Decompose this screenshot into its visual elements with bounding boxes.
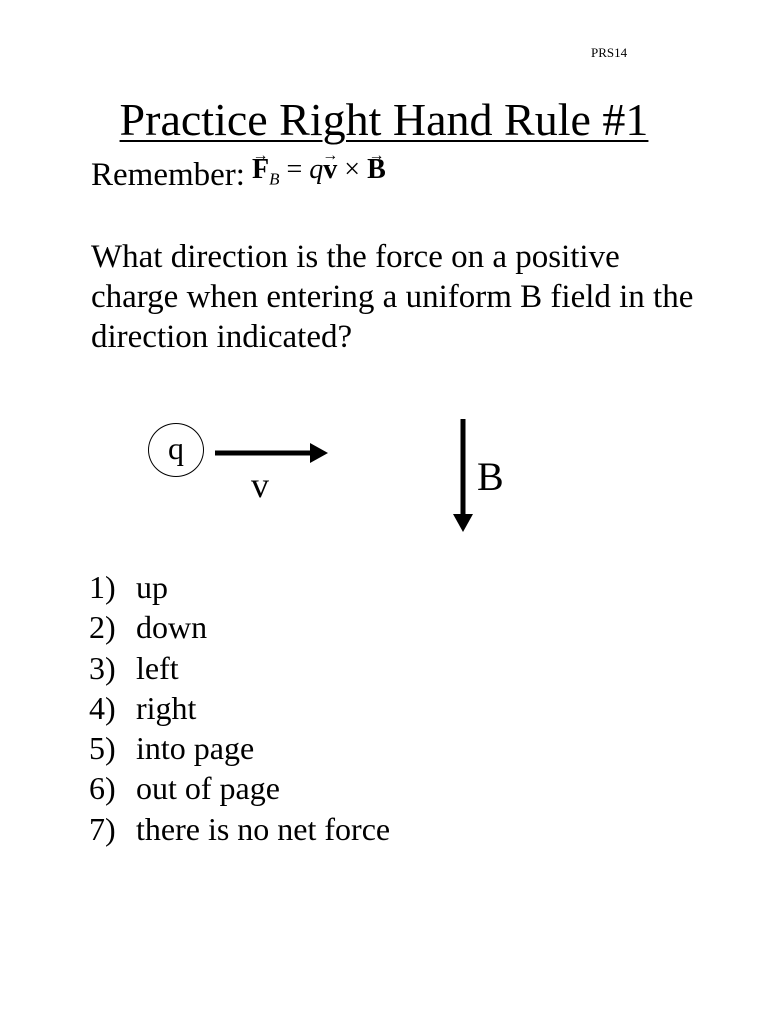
option-item[interactable] — [89, 809, 390, 849]
option-number: 3) — [89, 649, 116, 686]
remember-label: Remember: — [91, 157, 245, 193]
option-number: 2) — [89, 609, 116, 646]
option-text: out of page — [136, 770, 280, 807]
option-text: down — [136, 609, 208, 646]
option-number: 6) — [89, 770, 116, 807]
option-number: 7) — [89, 810, 116, 847]
field-label: B — [477, 454, 504, 499]
charge-label: q — [168, 430, 184, 466]
formula-equals: = — [286, 154, 303, 185]
option-item[interactable] — [89, 688, 390, 728]
option-item[interactable] — [89, 648, 390, 688]
option-text: there is no net force — [136, 810, 391, 847]
page-title: Practice Right Hand Rule #1 — [119, 94, 649, 145]
option-number: 1) — [89, 569, 116, 605]
formula-velocity-symbol: → v — [323, 150, 337, 190]
formula-cross-symbol: × — [344, 154, 361, 185]
option-text: up — [136, 569, 168, 605]
option-text: right — [136, 689, 197, 726]
formula-force-symbol: → F — [252, 150, 269, 190]
option-number: 4) — [89, 689, 116, 726]
option-text: into page — [136, 730, 255, 767]
velocity-arrow — [215, 443, 328, 463]
magnetic-field-arrow — [453, 419, 473, 532]
formula-force-subscript: B — [269, 169, 280, 189]
answer-options — [89, 567, 390, 849]
page-id: PRS14 — [591, 45, 628, 60]
option-text: left — [136, 649, 179, 686]
question-text: What direction is the force on a positive charge when entering a uniform B field in the direction indicated? — [91, 239, 694, 355]
option-item[interactable] — [89, 607, 390, 647]
option-item[interactable] — [89, 567, 390, 607]
velocity-label: v — [251, 465, 269, 505]
option-item[interactable] — [89, 768, 390, 808]
formula-charge-symbol: q — [309, 154, 324, 185]
option-item[interactable] — [89, 728, 390, 768]
formula-field-symbol: → B — [367, 150, 386, 190]
option-number: 5) — [89, 730, 116, 767]
